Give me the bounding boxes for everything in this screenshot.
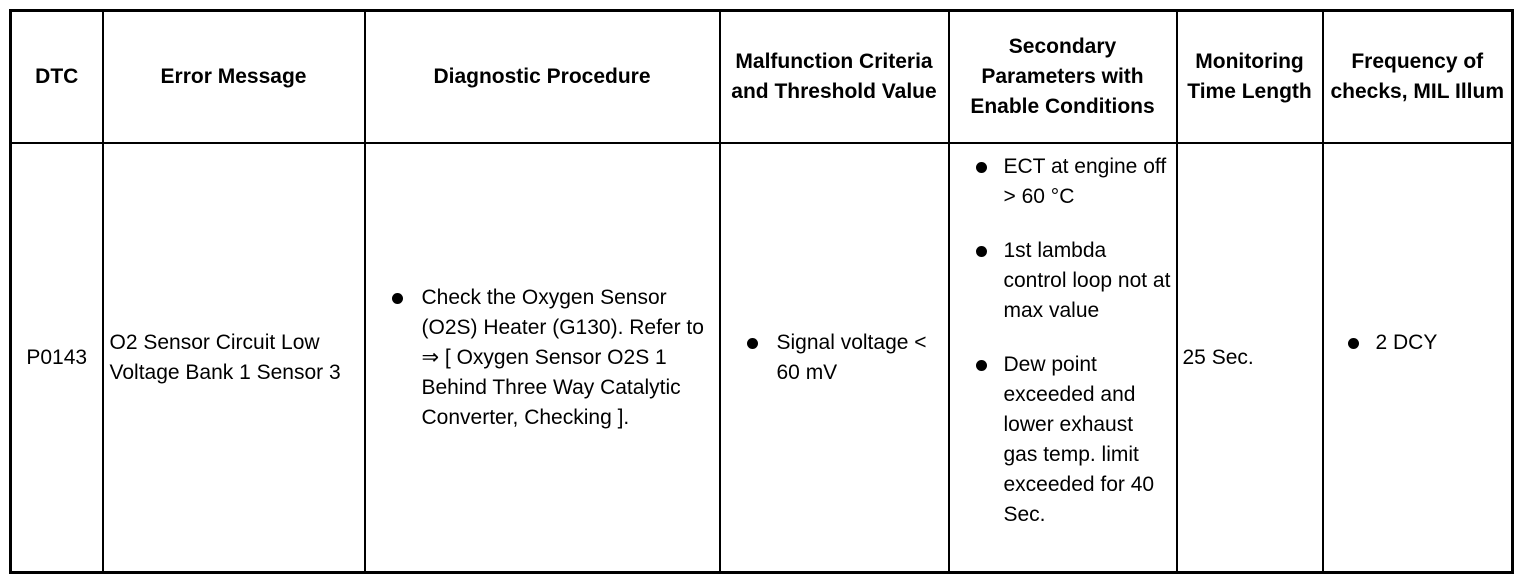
cell-diagnostic-procedure [365,143,720,573]
header-error-message: Error Message [103,11,365,144]
dtc-table [9,9,1514,574]
cell-frequency [1323,143,1513,573]
cell-monitoring-time: 25 Sec. [1177,143,1323,573]
header-frequency: Frequency of checks, MIL Illum [1323,11,1513,144]
header-diagnostic-procedure: Diagnostic Procedure [365,11,720,144]
secondary-parameter-item: Dew point exceeded and lower exhaust gas temp. limit exceeded for 40 Sec. [954,350,1172,530]
header-malfunction-criteria: Malfunction Criteria and Threshold Value [720,11,949,144]
cell-malfunction-criteria [720,143,949,573]
cell-secondary-parameters [949,143,1177,573]
header-row [11,11,1513,144]
cell-dtc: P0143 [11,143,103,573]
secondary-parameter-item: ECT at engine off > 60 °C [954,152,1172,212]
procedure-bullet-item: Check the Oxygen Sensor (O2S) Heater (G130). Refer to ⇒ [ Oxygen Sensor O2S 1 Behind Three Way Catalytic Converter, Checking ]. [370,283,715,433]
criteria-bullet-item: Signal voltage < 60 mV [725,328,944,388]
table-row [11,143,1513,573]
secondary-parameter-item: 1st lambda control loop not at max value [954,236,1172,326]
header-secondary-parameters: Secondary Parameters with Enable Conditions [949,11,1177,144]
frequency-bullet-item: 2 DCY [1328,328,1508,358]
cell-error-message: O2 Sensor Circuit Low Voltage Bank 1 Sensor 3 [103,143,365,573]
header-monitoring-time: Monitoring Time Length [1177,11,1323,144]
header-dtc: DTC [11,11,103,144]
